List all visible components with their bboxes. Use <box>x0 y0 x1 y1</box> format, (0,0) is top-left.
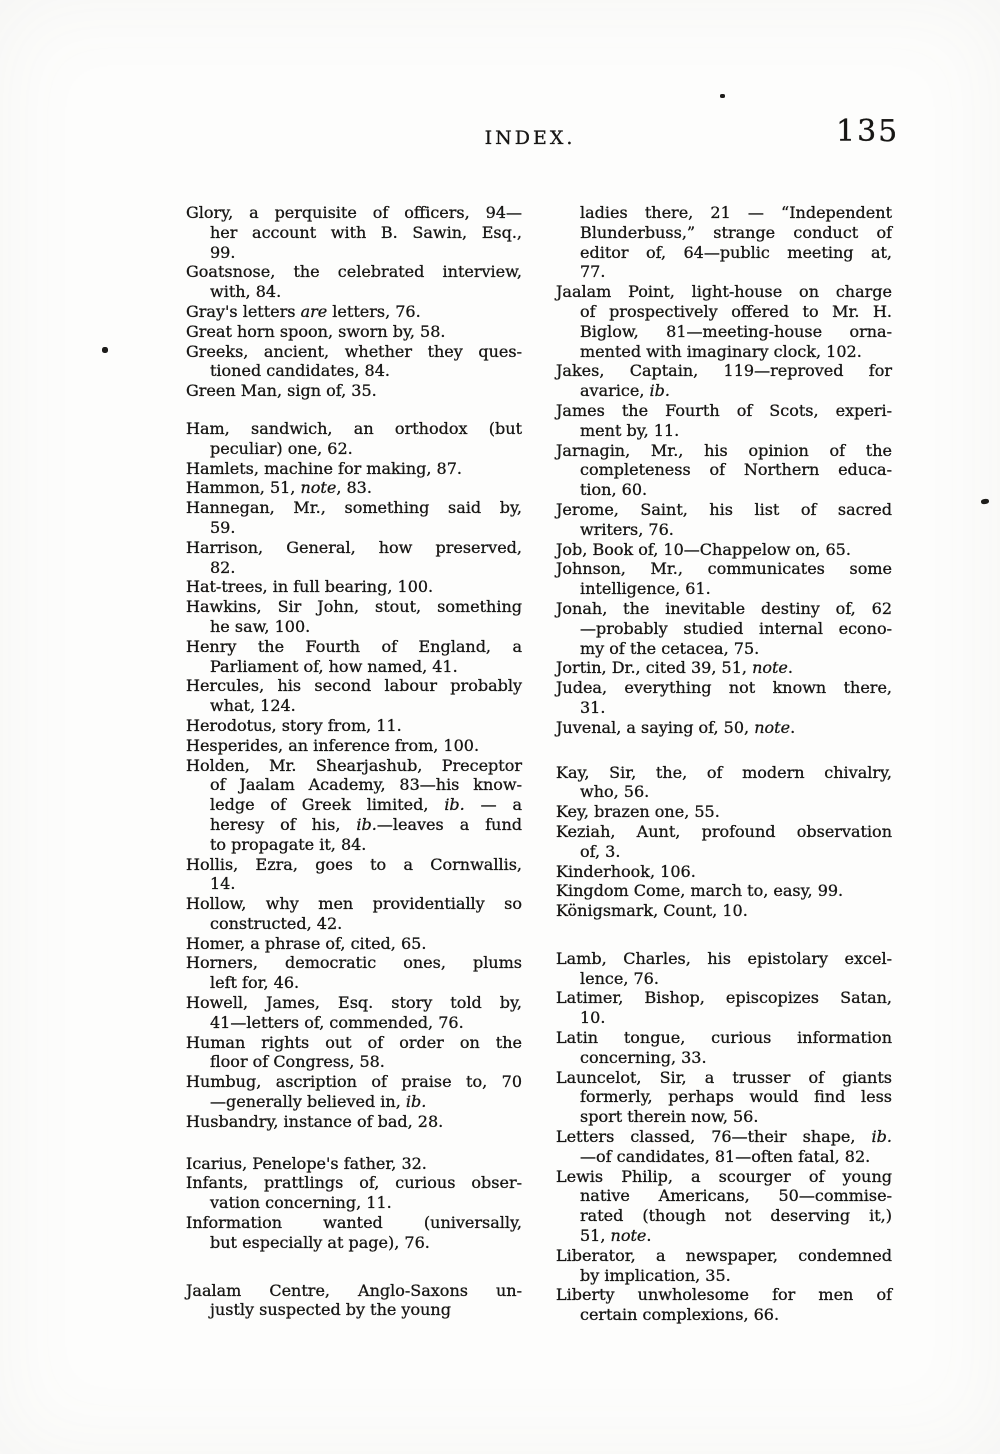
entry-line: 41—letters of, commended, 76. <box>210 1012 464 1032</box>
index-entry <box>186 498 522 538</box>
entry-line: Glory, a perquisite of officers, 94— <box>186 203 522 222</box>
entry-line: Kinderhook, 106. <box>556 861 696 881</box>
index-entry <box>556 949 892 989</box>
entry-line: my of the cetacea, 75. <box>580 638 760 658</box>
index-entry <box>556 658 892 678</box>
entry-line: Judea, everything not known there, <box>556 678 892 698</box>
index-entry <box>186 1112 522 1132</box>
entry-line: 10. <box>580 1008 606 1028</box>
entry-line: Harrison, General, how preserved, <box>186 537 522 557</box>
entry-line: ladies there, 21 — “Independent <box>580 203 892 222</box>
scan-speck <box>981 498 990 504</box>
index-entry <box>186 419 522 459</box>
index-entry <box>186 1213 522 1253</box>
entry-line: —generally believed in, ib. <box>210 1092 427 1112</box>
entry-line: Hercules, his second labour probably <box>186 676 522 696</box>
entry-line: of, 3. <box>580 841 621 861</box>
entry-line: Husbandry, instance of bad, 28. <box>186 1111 444 1131</box>
index-entry <box>186 1072 522 1112</box>
entry-line: lence, 76. <box>580 968 659 988</box>
index-entry <box>186 993 522 1033</box>
entry-line: —probably studied internal econo- <box>580 618 892 638</box>
entry-line: Holden, Mr. Shearjashub, Preceptor <box>186 755 522 775</box>
entry-line: left for, 46. <box>210 973 300 993</box>
index-entry <box>556 881 892 901</box>
entry-line: Lamb, Charles, his epistolary excel- <box>556 948 892 968</box>
entry-line: ledge of Greek limited, ib. — a <box>210 795 523 815</box>
entry-line: Hollis, Ezra, goes to a Cornwallis, <box>186 854 522 874</box>
index-entry <box>186 855 522 895</box>
index-entry <box>556 678 892 718</box>
index-entry <box>186 577 522 597</box>
index-entry <box>556 763 892 803</box>
entry-line: Henry the Fourth of England, a <box>186 636 522 656</box>
index-entry <box>556 822 892 862</box>
entry-line: Kingdom Come, march to, easy, 99. <box>556 881 844 901</box>
index-entry <box>556 802 892 822</box>
index-entry <box>186 894 522 934</box>
entry-line: he saw, 100. <box>210 616 311 636</box>
entry-line: Howell, James, Esq. story told by, <box>186 993 522 1013</box>
index-entry <box>556 401 892 441</box>
entry-line: Juvenal, a saying of, 50, note. <box>556 717 796 737</box>
entry-line: writers, 76. <box>580 519 674 539</box>
index-group <box>186 419 522 1132</box>
index-entry <box>556 901 892 921</box>
entry-line: 31. <box>580 697 606 717</box>
entry-line: Homer, a phrase of, cited, 65. <box>186 933 427 953</box>
index-entry <box>556 718 892 738</box>
page-number: 135 <box>836 114 900 149</box>
index-entry <box>556 361 892 401</box>
index-entry <box>186 953 522 993</box>
index-entry <box>186 1033 522 1073</box>
entry-line: Jerome, Saint, his list of sacred <box>556 499 892 519</box>
entry-line: avarice, ib. <box>580 381 670 401</box>
entry-line: Great horn spoon, sworn by, 58. <box>186 321 446 341</box>
entry-line: floor of Congress, 58. <box>210 1052 385 1072</box>
entry-line: Latin tongue, curious information <box>556 1028 892 1048</box>
index-entry <box>186 302 522 322</box>
entry-line: heresy of his, ib.—leaves a fund <box>210 814 523 834</box>
entry-line: 99. <box>210 242 236 262</box>
entry-line: Latimer, Bishop, episcopizes Satan, <box>556 988 892 1008</box>
entry-line: rated (though not deserving it,) <box>580 1206 892 1226</box>
entry-line: ment by, 11. <box>580 420 680 440</box>
entry-line: sport therein now, 56. <box>580 1107 759 1127</box>
entry-line: Horners, democratic ones, plums <box>186 953 522 973</box>
entry-line: Parliament of, how named, 41. <box>210 656 458 676</box>
entry-line: Blunderbuss,” strange conduct of <box>580 222 892 242</box>
index-entry <box>186 342 522 382</box>
index-entry <box>186 459 522 479</box>
entry-line: 59. <box>210 517 236 537</box>
entry-line: but especially at page), 76. <box>210 1232 430 1252</box>
index-column-left <box>186 203 522 1320</box>
entry-line: Hannegan, Mr., something said by, <box>186 498 522 518</box>
entry-line: Jaalam Point, light-house on charge <box>556 282 892 302</box>
entry-line: Hammon, 51, note, 83. <box>186 478 372 498</box>
entry-line: —of candidates, 81—often fatal, 82. <box>580 1146 871 1166</box>
entry-line: Key, brazen one, 55. <box>556 802 720 822</box>
entry-line: Letters classed, 76—their shape, ib. <box>556 1127 892 1147</box>
entry-line: her account with B. Sawin, Esq., <box>210 222 522 242</box>
entry-line: what, 124. <box>210 696 296 716</box>
index-entry <box>186 1173 522 1213</box>
index-entry <box>556 1127 892 1167</box>
entry-line: completeness of Northern educa- <box>580 460 892 480</box>
index-entry <box>556 559 892 599</box>
index-group <box>186 203 522 401</box>
index-entry <box>186 1154 522 1174</box>
entry-line: Liberator, a newspaper, condemned <box>556 1245 892 1265</box>
index-entry <box>186 381 522 401</box>
entry-line: vation concerning, 11. <box>210 1193 392 1213</box>
entry-line: of prospectively offered to Mr. H. <box>580 301 892 321</box>
entry-line: Johnson, Mr., communicates some <box>556 559 892 579</box>
index-entry <box>556 599 892 658</box>
entry-line: Infants, prattlings of, curious obser- <box>186 1173 522 1193</box>
index-entry <box>186 1281 522 1321</box>
index-group <box>556 203 892 738</box>
entry-line: justly suspected by the young <box>210 1300 451 1320</box>
index-entry <box>186 716 522 736</box>
entry-line: who, 56. <box>580 782 650 802</box>
entry-line: Biglow, 81—meeting-house orna- <box>580 321 892 341</box>
index-entry <box>556 540 892 560</box>
entry-line: Goatsnose, the celebrated interview, <box>186 262 522 282</box>
entry-line: Lewis Philip, a scourger of young <box>556 1166 892 1186</box>
entry-line: to propagate it, 84. <box>210 834 367 854</box>
scan-speck <box>720 94 725 98</box>
index-entry <box>186 478 522 498</box>
entry-line: 77. <box>580 262 606 282</box>
entry-line: Icarius, Penelope's father, 32. <box>186 1153 427 1173</box>
entry-line: mented with imaginary clock, 102. <box>580 341 862 361</box>
index-group <box>186 1281 522 1321</box>
entry-line: Jonah, the inevitable destiny of, 62 <box>556 598 892 618</box>
entry-line: with, 84. <box>210 282 282 302</box>
entry-line: by implication, 35. <box>580 1265 731 1285</box>
index-entry <box>556 282 892 361</box>
index-entry <box>186 322 522 342</box>
entry-line: Hat-trees, in full bearing, 100. <box>186 577 434 597</box>
entry-line: Königsmark, Count, 10. <box>556 901 748 921</box>
entry-line: Jakes, Captain, 119—reproved for <box>556 361 892 381</box>
entry-line: Keziah, Aunt, profound observation <box>556 821 892 841</box>
index-entry <box>556 500 892 540</box>
entry-line: tioned candidates, 84. <box>210 361 390 381</box>
entry-line: James the Fourth of Scots, experi- <box>556 400 892 420</box>
running-head-title: INDEX. <box>484 127 576 149</box>
entry-line: Job, Book of, 10—Chappelow on, 65. <box>556 539 851 559</box>
entry-line: Human rights out of order on the <box>186 1032 522 1052</box>
index-entry <box>186 637 522 677</box>
entry-line: Humbug, ascription of praise to, 70 <box>186 1072 522 1092</box>
entry-line: Kay, Sir, the, of modern chivalry, <box>556 762 892 782</box>
scan-speck <box>102 347 108 353</box>
index-group <box>186 1154 522 1253</box>
index-entry <box>186 736 522 756</box>
entry-line: of Jaalam Academy, 83—his know- <box>210 775 522 795</box>
entry-line: Hamlets, machine for making, 87. <box>186 458 462 478</box>
entry-line: 82. <box>210 557 236 577</box>
index-entry <box>556 1285 892 1325</box>
entry-line: Greeks, ancient, whether they ques- <box>186 341 522 361</box>
entry-line: editor of, 64—public meeting at, <box>580 242 892 262</box>
entry-line: Herodotus, story from, 11. <box>186 715 402 735</box>
entry-line: Jarnagin, Mr., his opinion of the <box>556 440 892 460</box>
index-entry <box>556 1246 892 1286</box>
index-entry <box>556 1028 892 1068</box>
index-entry <box>556 988 892 1028</box>
index-entry <box>186 756 522 855</box>
entry-line: 14. <box>210 874 236 894</box>
index-group <box>556 949 892 1325</box>
entry-line: native Americans, 50—commise- <box>580 1186 892 1206</box>
index-entry <box>556 862 892 882</box>
entry-line: Jortin, Dr., cited 39, 51, note. <box>556 658 793 678</box>
entry-line: Information wanted (universally, <box>186 1213 522 1233</box>
entry-line: Hollow, why men providentially so <box>186 894 522 914</box>
index-entry <box>186 597 522 637</box>
entry-line: peculiar) one, 62. <box>210 438 353 458</box>
index-entry <box>556 1167 892 1246</box>
index-entry <box>556 441 892 500</box>
index-entry <box>186 538 522 578</box>
entry-line: Hawkins, Sir John, stout, something <box>186 597 522 617</box>
entry-line: tion, 60. <box>580 480 648 500</box>
index-entry <box>186 934 522 954</box>
index-group <box>556 763 892 921</box>
entry-line: certain complexions, 66. <box>580 1305 780 1325</box>
index-entry <box>186 676 522 716</box>
entry-line: intelligence, 61. <box>580 579 711 599</box>
entry-line: Launcelot, Sir, a trusser of giants <box>556 1067 892 1087</box>
index-entry <box>556 203 892 282</box>
entry-line: Green Man, sign of, 35. <box>186 381 377 401</box>
index-entry <box>186 203 522 262</box>
index-entry <box>556 1068 892 1127</box>
entry-line: Ham, sandwich, an orthodox (but <box>186 418 522 438</box>
entry-line: formerly, perhaps would find less <box>580 1087 892 1107</box>
entry-line: Gray's letters are letters, 76. <box>186 301 421 321</box>
entry-line: Hesperides, an inference from, 100. <box>186 735 480 755</box>
index-column-right <box>556 203 892 1325</box>
index-entry <box>186 262 522 302</box>
entry-line: constructed, 42. <box>210 913 343 933</box>
entry-line: Liberty unwholesome for men of <box>556 1285 892 1305</box>
entry-line: 51, note. <box>580 1226 652 1246</box>
entry-line: Jaalam Centre, Anglo-Saxons un- <box>186 1280 522 1300</box>
entry-line: concerning, 33. <box>580 1047 707 1067</box>
